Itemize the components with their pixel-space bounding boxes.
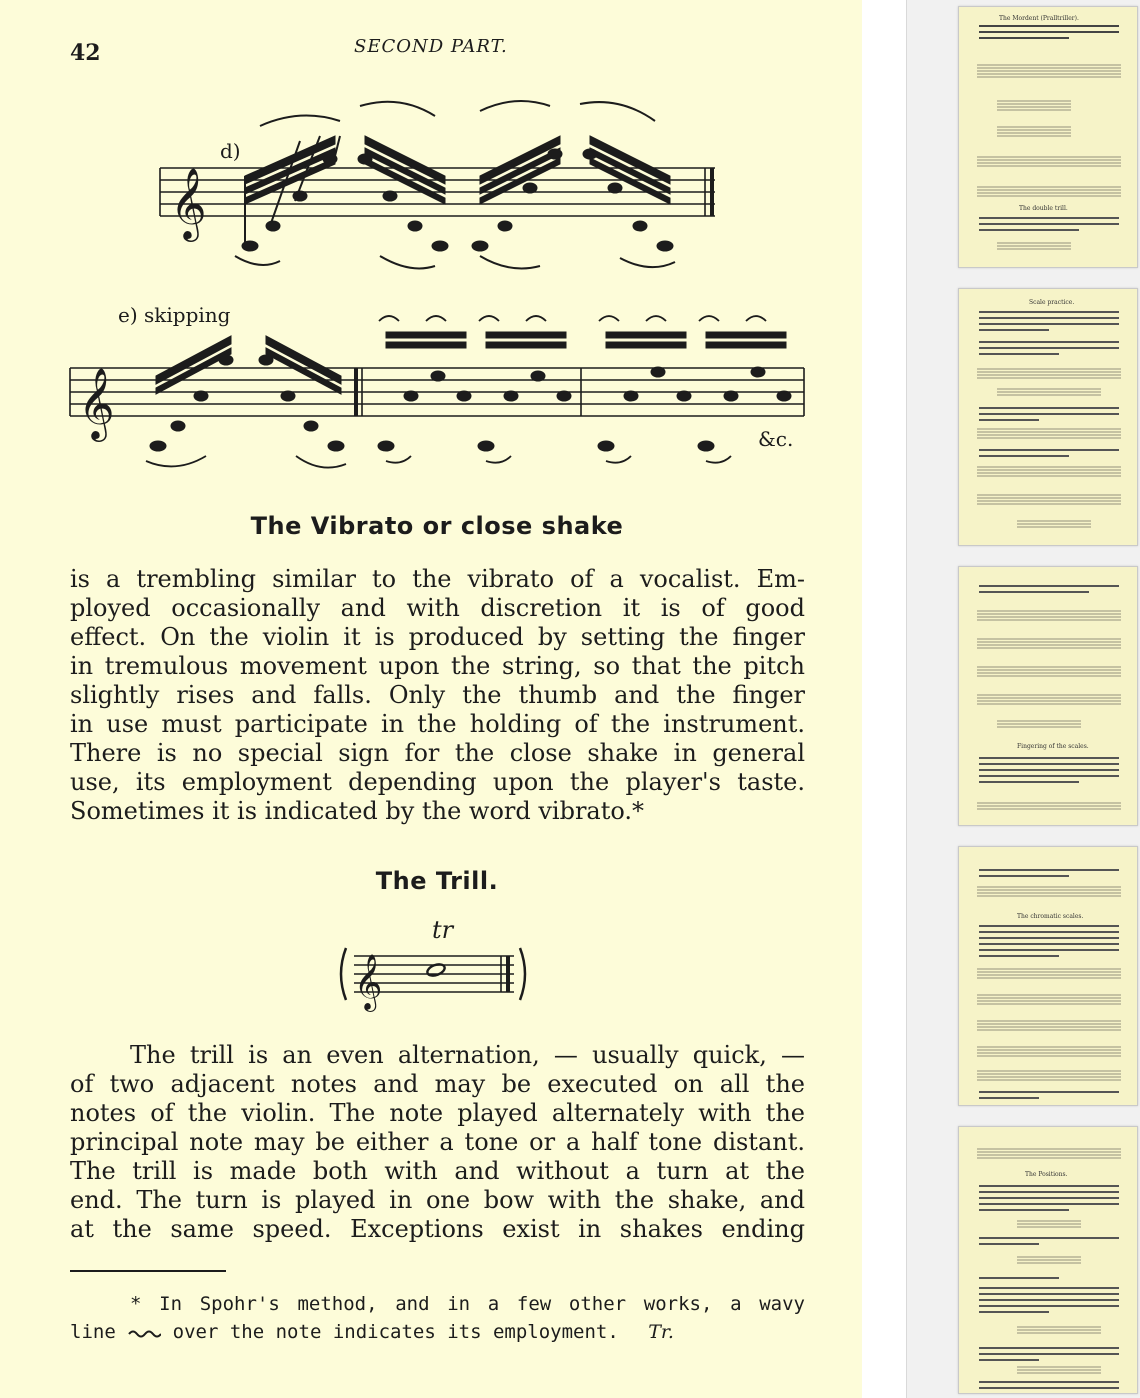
thumbnail-heading: Fingering of the scales. [1017,743,1089,750]
vibrato-heading: The Vibrato or close shake [250,512,624,540]
page-thumbnail[interactable] [958,288,1138,546]
note-group-d [242,136,673,251]
treble-clef-icon: 𝄞 [170,166,207,239]
example-e-label: e) skipping [118,303,231,327]
treble-clef-icon: 𝄞 [354,954,383,1010]
example-d-label: d) [220,139,241,163]
page-thumbnail[interactable] [958,846,1138,1106]
text-line: notes of the violin. The note played alternately with the [70,1099,805,1127]
footnote [70,1290,805,1346]
text-line: at the same speed. Exceptions exist in shakes ending [70,1215,805,1243]
thumbnail-heading: The double trill. [1019,205,1068,212]
trill-mark: tr [432,916,454,944]
etc-mark: &c. [758,427,794,451]
text-line: of two adjacent notes and may be executed on all the [70,1070,805,1098]
footnote-line: * In Spohr's method, and in a few other works, a wavy [130,1293,805,1315]
text-line: principal note may be either a tone or a half tone distant. [70,1128,805,1156]
thumbnail-heading: The Mordent (Pralltriller). [999,15,1079,22]
text-line: effect. On the violin it is produced by setting the finger [70,623,805,651]
text-line: end. The turn is played in one bow with the shake, and [70,1186,805,1214]
footnote-text: over the note indicates its employment. [172,1321,619,1343]
text-line: slightly rises and falls. Only the thumb and the finger [70,681,805,709]
trill-heading: The Trill. [375,867,499,895]
thumbnail-heading: Scale practice. [1029,299,1075,306]
music-example-e [66,296,811,476]
trill-paragraph [70,1041,805,1244]
text-line: ployed occasionally and with discretion it is of good [70,594,805,622]
text-line: There is no special sign for the close shake in general [70,739,805,767]
text-line: The trill is an even alternation, — usually quick, — [130,1041,805,1069]
footnote-line [70,1318,805,1346]
page-thumbnail[interactable] [958,566,1138,826]
page-number: 42 [70,40,101,66]
text-line: in use must participate in the holding of the instrument. [70,710,805,738]
running-head: SECOND PART. [354,36,508,57]
thumbnail-heading: The chromatic scales. [1017,913,1084,920]
right-parenthesis [520,948,525,1000]
footnote-signature: Tr. [648,1321,674,1343]
wavy-line-icon [127,1327,161,1339]
treble-clef-icon: 𝄞 [78,366,115,439]
text-line: Sometimes it is indicated by the word vibrato.* [70,797,645,825]
vibrato-paragraph [70,565,805,826]
footnote-rule [70,1270,226,1272]
page-thumbnail[interactable] [958,6,1138,268]
text-line: is a trembling similar to the vibrato of a vocalist. Em- [70,565,805,593]
music-example-d [150,96,730,276]
footnote-text: line [70,1321,116,1343]
thumbnail-heading: The Positions. [1025,1171,1068,1178]
text-line: use, its employment depending upon the player's taste. [70,768,805,796]
left-parenthesis [341,948,346,1000]
text-line: in tremulous movement upon the string, so that the pitch [70,652,805,680]
music-example-trill [336,908,536,1018]
page-thumbnail[interactable] [958,1126,1138,1394]
text-line: The trill is made both with and without a turn at the [70,1157,805,1185]
